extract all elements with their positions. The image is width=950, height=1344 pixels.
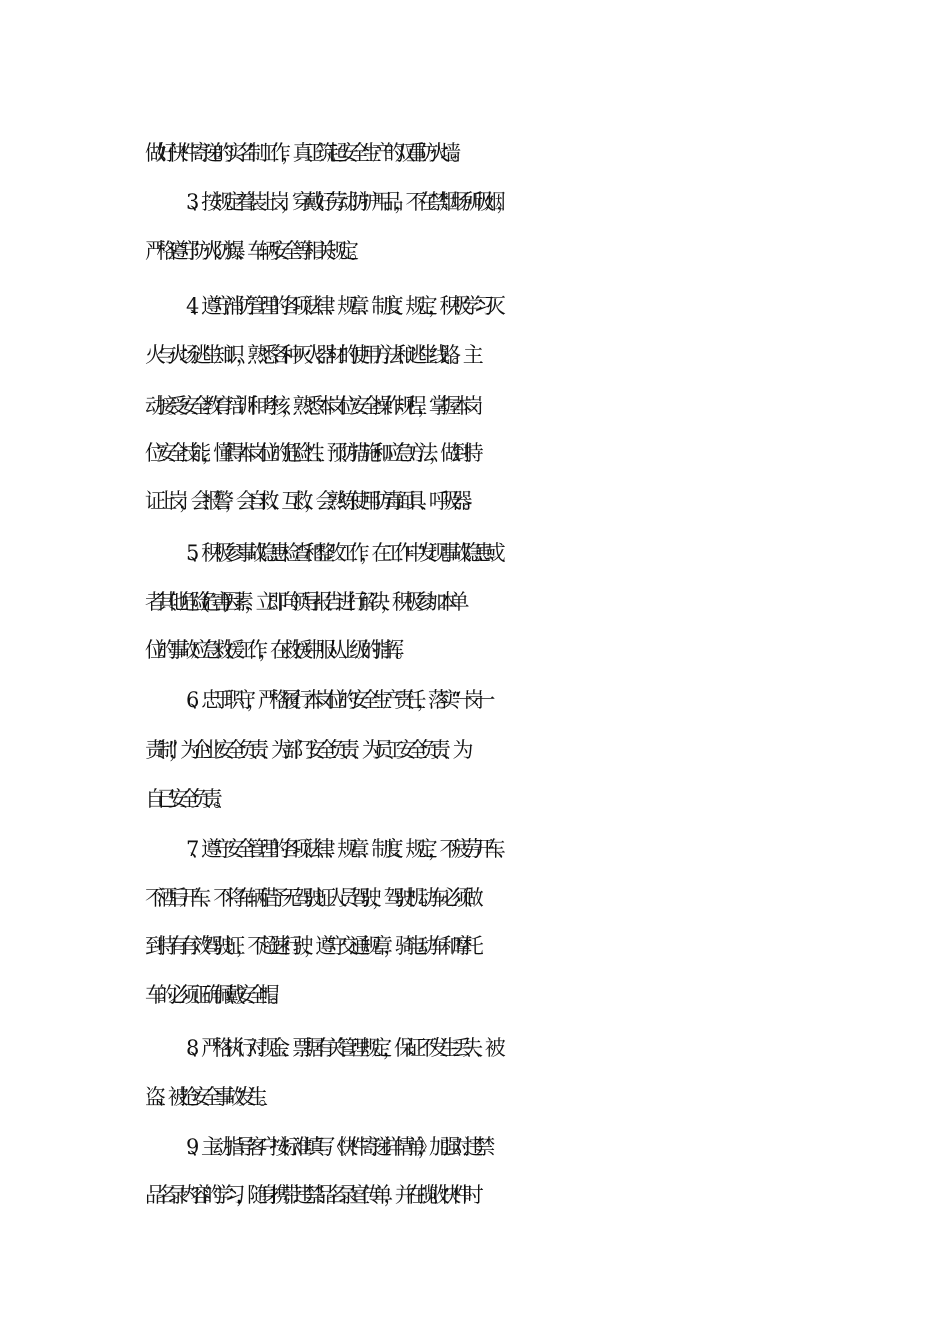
text-line-13: 责制”，为企业安全负责、为部门安全负责、为员工安全负责、为 — [145, 738, 464, 762]
text-line-10: 者其他危险(危害)因素，立即向领导报告进行解决，积极参加本单 — [145, 590, 460, 614]
text-line-1: 做好快件寄递的实名制工作，真正筑起安全生产的双重防火墙。 — [145, 141, 463, 165]
text-line-17: 到持有有效驾驶证，不超速行驶，遵守交通规章，骑电动车和摩托 — [145, 934, 475, 958]
text-line-7: 位安全技能，懂得本岗位的危险性、预防措施和应急方法，做到持 — [145, 441, 475, 465]
text-line-22: 品名录内容的学习，随身携带违禁品名录宣传单，并在揽收快件时 — [145, 1183, 475, 1207]
text-line-15: 7、遵守安全管理的各项法律、规章、制度、规定，不疲劳开车、 — [186, 837, 508, 861]
text-line-4: 4、遵守消防管理的各项法律、规章、制度、规定，积极学习灭 — [186, 294, 497, 318]
text-line-5: 火与火场逃生知识，熟悉各种灭火器材的使用方法和逃生线路。主 — [145, 343, 475, 367]
text-line-6: 动接受安全教育培训和考核，熟悉本岗位安全操作规程，掌握本岗 — [145, 394, 475, 418]
text-line-14: 自己安全负责。 — [145, 787, 225, 811]
text-line-2: 3、按规定着装上岗，穿戴好劳动防护用品，不在禁烟场所吸烟， — [186, 190, 508, 214]
text-line-11: 位的事故应急救援工作，在救援中服从上级的指挥。 — [145, 638, 407, 662]
text-line-3: 严格遵守防火防爆、车辆安全等相关规定。 — [145, 239, 361, 263]
text-line-8: 证上岗，会报警，会自救、互救，会熟练使用防毒面具、呼吸器。 — [145, 489, 475, 513]
text-line-19: 8、严格执行对现金、票据有关管理规定，保证不发生丢失、被 — [186, 1036, 497, 1060]
text-line-20: 盗、被抢安全事故发生。 — [145, 1085, 270, 1109]
text-line-16: 不酒后开车、不将车辆借予无驾驶证人员驾驶，驾驶机动车必须做 — [145, 886, 475, 910]
text-line-18: 车的必须正确佩戴安全帽。 — [145, 983, 282, 1007]
text-line-9: 5、积极参事故隐患检查和整改工作，在工作中发现事故隐患或 — [186, 541, 497, 565]
text-line-21: 9、主动指导客户按标准填写《快件寄递详情单》，加强对违禁 — [186, 1135, 486, 1159]
text-line-12: 6、忠于职守，严格履行本岗位的安全生产责任，落实“一岗一 — [186, 688, 486, 712]
